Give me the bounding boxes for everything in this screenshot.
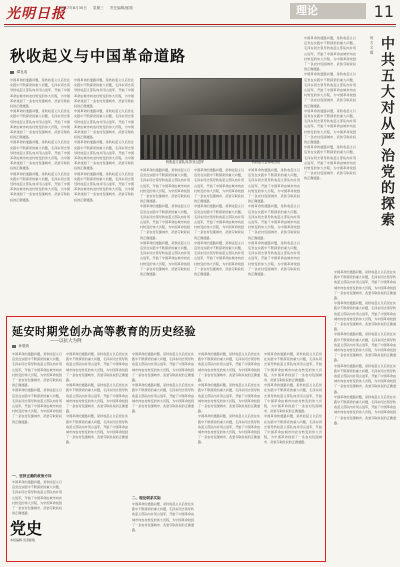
column-text: 中国革命的道路问题，是秋收起义以后党在实践中不断探索的重大问题，毛泽东同志领导秋收起义部队向井冈山进军，开始了中国革命由城市向农村转变的伟大历程，为中国革命找到了一条农村包围城市、武装夺取政权的正确道路。 [248,168,300,204]
column-text: 中国革命的道路问题，是秋收起义以后党在实践中不断探索的重大问题，毛泽东同志领导秋收起义部队向井冈山进军，开始了中国革命由城市向农村转变的伟大历程，为中国革命找到了一条农村包围城市、武装夺取政权的正确道路。 [132,383,194,414]
page-header [0,0,400,30]
column-text: 中国革命的道路问题，是秋收起义以后党在实践中不断探索的重大问题，毛泽东同志领导秋收起义部队向井冈山进军，开始了中国革命由城市向农村转变的伟大历程，为中国革命找到了一条农村包围城市、武装夺取政权的正确道路。 [12,480,62,516]
photo-1-caption: 秋收起义部队向井冈山进军 [165,160,205,164]
column-text: 中国革命的道路问题，是秋收起义以后党在实践中不断探索的重大问题，毛泽东同志领导秋收起义部队向井冈山进军，开始了中国革命由城市向农村转变的伟大历程，为中国革命找到了一条农村包围城市、武装夺取政权的正确道路。 [248,204,300,240]
column-text: 中国革命的道路问题，是秋收起义以后党在实践中不断探索的重大问题，毛泽东同志领导秋收起义部队向井冈山进军，开始了中国革命由城市向农村转变的伟大历程，为中国革命找到了一条农村包围城市、武装夺取政权的正确道路。 [140,204,190,240]
column-text: 中国革命的道路问题，是秋收起义以后党在实践中不断探索的重大问题，毛泽东同志领导秋收起义部队向井冈山进军，开始了中国革命由城市向农村转变的伟大历程，为中国革命找到了一条农村包围城市、武装夺取政权的正确道路。 [334,394,396,425]
bottom-subhead-1: 一、坚持正确的政治方向 [12,474,52,478]
column-text: 中国革命的道路问题，是秋收起义以后党在实践中不断探索的重大问题，毛泽东同志领导秋收起义部队向井冈山进军，开始了中国革命由城市向农村转变的伟大历程，为中国革命找到了一条农村包围城市、武装夺取政权的正确道路。 [74,78,134,109]
column-text: 中国革命的道路问题，是秋收起义以后党在实践中不断探索的重大问题，毛泽东同志领导秋收起义部队向井冈山进军，开始了中国革命由城市向农村转变的伟大历程，为中国革命找到了一条农村包围城市、武装夺取政权的正确道路。 [304,36,356,72]
bottom-article-byline [12,344,29,349]
column-text: 中国革命的道路问题，是秋收起义以后党在实践中不断探索的重大问题，毛泽东同志领导秋收起义部队向井冈山进军，开始了中国革命由城市向农村转变的伟大历程，为中国革命找到了一条农村包围城市、武装夺取政权的正确道路。 [140,168,190,204]
header-rule-thin [4,26,396,27]
page-number: 11 [373,2,394,21]
column-text: 中国革命的道路问题，是秋收起义以后党在实践中不断探索的重大问题，毛泽东同志领导秋收起义部队向井冈山进军，开始了中国革命由城市向农村转变的伟大历程，为中国革命找到了一条农村包围城市、武装夺取政权的正确道路。 [304,108,356,145]
article-byline [10,70,27,75]
column-text: 中国革命的道路问题，是秋收起义以后党在实践中不断探索的重大问题，毛泽东同志领导秋收起义部队向井冈山进军，开始了中国革命由城市向农村转变的伟大历程，为中国革命找到了一条农村包围城市、武装夺取政权的正确道路。 [12,352,62,388]
column-text: 中国革命的道路问题，是秋收起义以后党在实践中不断探索的重大问题，毛泽东同志领导秋收起义部队向井冈山进军，开始了中国革命由城市向农村转变的伟大历程，为中国革命找到了一条农村包围城市、武装夺取政权的正确道路。 [194,168,244,204]
column-text: 中国革命的道路问题，是秋收起义以后党在实践中不断探索的重大问题，毛泽东同志领导秋收起义部队向井冈山进军，开始了中国革命由城市向农村转变的伟大历程，为中国革命找到了一条农村包围城市、武装夺取政权的正确道路。 [74,140,134,171]
column-text: 中国革命的道路问题，是秋收起义以后党在实践中不断探索的重大问题，毛泽东同志领导秋收起义部队向井冈山进军，开始了中国革命由城市向农村转变的伟大历程，为中国革命找到了一条农村包围城市、武装夺取政权的正确道路。 [198,383,260,414]
byline-marker [12,345,16,349]
column-text: 中国革命的道路问题，是秋收起义以后党在实践中不断探索的重大问题，毛泽东同志领导秋收起义部队向井冈山进军，开始了中国革命由城市向农村转变的伟大历程，为中国革命找到了一条农村包围城市、武装夺取政权的正确道路。 [132,352,194,383]
logo-caption: 本版编辑 读者邮箱 [10,538,35,542]
bottom-column-4 [198,352,260,558]
newspaper-masthead: 光明日报 [6,6,66,22]
column-text: 中国革命的道路问题，是秋收起义以后党在实践中不断探索的重大问题，毛泽东同志领导秋收起义部队向井冈山进军，开始了中国革命由城市向农村转变的伟大历程，为中国革命找到了一条农村包围城市、武装夺取政权的正确道路。 [132,502,194,533]
column-text: 中国革命的道路问题，是秋收起义以后党在实践中不断探索的重大问题，毛泽东同志领导秋收起义部队向井冈山进军，开始了中国革命由城市向农村转变的伟大历程，为中国革命找到了一条农村包围城市、武装夺取政权的正确道路。 [10,140,70,171]
column-text: 中国革命的道路问题，是秋收起义以后党在实践中不断探索的重大问题，毛泽东同志领导秋收起义部队向井冈山进军，开始了中国革命由城市向农村转变的伟大历程，为中国革命找到了一条农村包围城市、武装夺取政权的正确道路。 [334,363,396,394]
weekday: 星期三 [92,6,104,10]
column-text: 中国革命的道路问题，是秋收起义以后党在实践中不断探索的重大问题，毛泽东同志领导秋收起义部队向井冈山进军，开始了中国革命由城市向农村转变的伟大历程，为中国革命找到了一条农村包围城市、武装夺取政权的正确道路。 [66,414,128,445]
bottom-subhead-2: 二、理论联系实际 [132,496,161,500]
column-text: 中国革命的道路问题，是秋收起义以后党在实践中不断探索的重大问题，毛泽东同志领导秋收起义部队向井冈山进军，开始了中国革命由城市向农村转变的伟大历程，为中国革命找到了一条农村包围城市、武装夺取政权的正确道路。 [10,109,70,140]
column-text: 中国革命的道路问题，是秋收起义以后党在实践中不断探索的重大问题，毛泽东同志领导秋收起义部队向井冈山进军，开始了中国革命由城市向农村转变的伟大历程，为中国革命找到了一条农村包围城市、武装夺取政权的正确道路。 [264,352,322,383]
sidebar-title [378,36,400,228]
column-text: 中国革命的道路问题，是秋收起义以后党在实践中不断探索的重大问题，毛泽东同志领导秋收起义部队向井冈山进军，开始了中国革命由城市向农村转变的伟大历程，为中国革命找到了一条农村包围城市、武装夺取政权的正确道路。 [334,301,396,332]
column-text: 中国革命的道路问题，是秋收起义以后党在实践中不断探索的重大问题，毛泽东同志领导秋收起义部队向井冈山进军，开始了中国革命由城市向农村转变的伟大历程，为中国革命找到了一条农村包围城市、武装夺取政权的正确道路。 [264,414,322,445]
header-rule [4,24,396,25]
history-column-logo [10,520,44,542]
bottom-column-3 [132,352,194,492]
bottom-column-2 [66,352,128,558]
body-column-1 [10,78,70,310]
column-text: 中国革命的道路问题，是秋收起义以后党在实践中不断探索的重大问题，毛泽东同志领导秋收起义部队向井冈山进军，开始了中国革命由城市向农村转变的伟大历程，为中国革命找到了一条农村包围城市、武装夺取政权的正确道路。 [194,204,244,240]
column-text: 中国革命的道路问题，是秋收起义以后党在实践中不断探索的重大问题，毛泽东同志领导秋收起义部队向井冈山进军，开始了中国革命由城市向农村转变的伟大历程，为中国革命找到了一条农村包围城市、武装夺取政权的正确道路。 [10,171,70,202]
logo-text: 党史 [10,519,43,538]
bottom-column-5 [264,352,322,558]
column-text: 中国革命的道路问题，是秋收起义以后党在实践中不断探索的重大问题，毛泽东同志领导秋收起义部队向井冈山进军，开始了中国革命由城市向农村转变的伟大历程，为中国革命找到了一条农村包围城市、武装夺取政权的正确道路。 [66,383,128,414]
column-text: 中国革命的道路问题，是秋收起义以后党在实践中不断探索的重大问题，毛泽东同志领导秋收起义部队向井冈山进军，开始了中国革命由城市向农村转变的伟大历程，为中国革命找到了一条农村包围城市、武装夺取政权的正确道路。 [140,240,190,277]
bottom-column-3b [132,502,194,558]
bottom-article-subtitle: ——以抗大为例 [50,339,82,344]
photo-2-caption: 秋收起义会师地旧址 [251,160,281,164]
column-text: 中国革命的道路问题，是秋收起义以后党在实践中不断探索的重大问题，毛泽东同志领导秋收起义部队向井冈山进军，开始了中国革命由城市向农村转变的伟大历程，为中国革命找到了一条农村包围城市、武装夺取政权的正确道路。 [248,240,300,277]
sidebar-author: 何 方 文 霞 [370,36,374,54]
body-column-3 [140,168,190,310]
column-text: 中国革命的道路问题，是秋收起义以后党在实践中不断探索的重大问题，毛泽东同志领导秋收起义部队向井冈山进军，开始了中国革命由城市向农村转变的伟大历程，为中国革命找到了一条农村包围城市、武装夺取政权的正确道路。 [334,270,396,301]
photo-figures [141,135,301,159]
article-author: 谭良成 [16,70,28,74]
column-text: 中国革命的道路问题，是秋收起义以后党在实践中不断探索的重大问题，毛泽东同志领导秋收起义部队向井冈山进军，开始了中国革命由城市向农村转变的伟大历程，为中国革命找到了一条农村包围城市、武装夺取政权的正确道路。 [66,352,128,383]
column-text: 中国革命的道路问题，是秋收起义以后党在实践中不断探索的重大问题，毛泽东同志领导秋收起义部队向井冈山进军，开始了中国革命由城市向农村转变的伟大历程，为中国革命找到了一条农村包围城市、武装夺取政权的正确道路。 [264,383,322,414]
bottom-article-title: 延安时期党创办高等教育的历史经验 [12,325,196,338]
column-text: 中国革命的道路问题，是秋收起义以后党在实践中不断探索的重大问题，毛泽东同志领导秋收起义部队向井冈山进军，开始了中国革命由城市向农村转变的伟大历程，为中国革命找到了一条农村包围城市、武装夺取政权的正确道路。 [74,171,134,202]
column-text: 中国革命的道路问题，是秋收起义以后党在实践中不断探索的重大问题，毛泽东同志领导秋收起义部队向井冈山进军，开始了中国革命由城市向农村转变的伟大历程，为中国革命找到了一条农村包围城市、武装夺取政权的正确道路。 [334,332,396,363]
column-text: 中国革命的道路问题，是秋收起义以后党在实践中不断探索的重大问题，毛泽东同志领导秋收起义部队向井冈山进军，开始了中国革命由城市向农村转变的伟大历程，为中国革命找到了一条农村包围城市、武装夺取政权的正确道路。 [304,145,356,181]
bottom-column-1b [12,480,62,516]
photo-ridge [141,115,301,135]
dateline [60,6,138,11]
column-text: 中国革命的道路问题，是秋收起义以后党在实践中不断探索的重大问题，毛泽东同志领导秋收起义部队向井冈山进军，开始了中国革命由城市向农村转变的伟大历程，为中国革命找到了一条农村包围城市、武装夺取政权的正确道路。 [304,72,356,108]
body-column-2 [74,78,134,310]
editor-info: 责任编辑/邮箱 [109,6,133,10]
photo-1 [140,78,302,160]
sidebar-title-text: 中共五大对从严治党的探索 [379,36,395,228]
body-column-5 [248,168,300,310]
column-text: 中国革命的道路问题，是秋收起义以后党在实践中不断探索的重大问题，毛泽东同志领导秋收起义部队向井冈山进军，开始了中国革命由城市向农村转变的伟大历程，为中国革命找到了一条农村包围城市、武装夺取政权的正确道路。 [12,388,62,424]
date: 2017年8月30日 [60,6,87,10]
column-text: 中国革命的道路问题，是秋收起义以后党在实践中不断探索的重大问题，毛泽东同志领导秋收起义部队向井冈山进军，开始了中国革命由城市向农村转变的伟大历程，为中国革命找到了一条农村包围城市、武装夺取政权的正确道路。 [194,240,244,277]
column-text: 中国革命的道路问题，是秋收起义以后党在实践中不断探索的重大问题，毛泽东同志领导秋收起义部队向井冈山进军，开始了中国革命由城市向农村转变的伟大历程，为中国革命找到了一条农村包围城市、武装夺取政权的正确道路。 [10,78,70,109]
column-text: 中国革命的道路问题，是秋收起义以后党在实践中不断探索的重大问题，毛泽东同志领导秋收起义部队向井冈山进军，开始了中国革命由城市向农村转变的伟大历程，为中国革命找到了一条农村包围城市、武装夺取政权的正确道路。 [74,109,134,140]
sidebar-column-1 [304,36,356,310]
bottom-article-author: 孙敬贵 [18,344,30,348]
sidebar-column-2 [334,270,396,562]
column-text: 中国革命的道路问题，是秋收起义以后党在实践中不断探索的重大问题，毛泽东同志领导秋收起义部队向井冈山进军，开始了中国革命由城市向农村转变的伟大历程，为中国革命找到了一条农村包围城市、武装夺取政权的正确道路。 [198,352,260,383]
bottom-column-1 [12,352,62,472]
article-title: 秋收起义与中国革命道路 [10,47,187,65]
column-text: 中国革命的道路问题，是秋收起义以后党在实践中不断探索的重大问题，毛泽东同志领导秋收起义部队向井冈山进军，开始了中国革命由城市向农村转变的伟大历程，为中国革命找到了一条农村包围城市、武装夺取政权的正确道路。 [198,414,260,445]
section-tag: 理论 [290,3,366,19]
body-column-4 [194,168,244,310]
byline-marker [10,71,14,75]
